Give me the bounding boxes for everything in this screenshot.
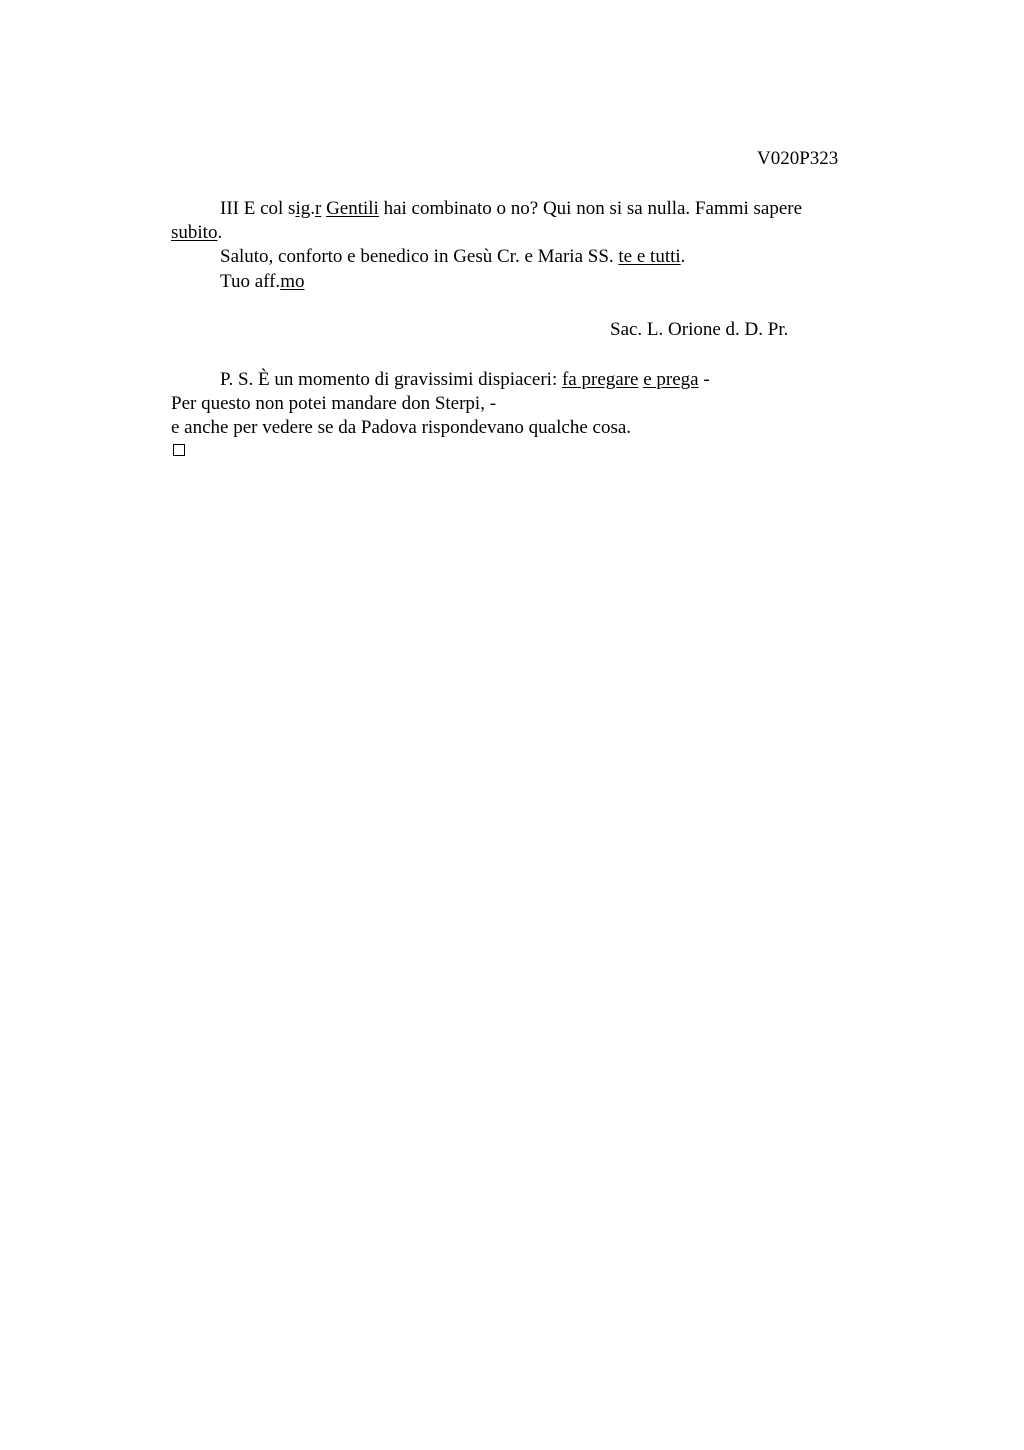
end-marker-box-icon bbox=[173, 444, 185, 456]
underlined-text: e prega bbox=[643, 369, 699, 390]
postscript-line-1 bbox=[220, 369, 710, 391]
text-run: Tuo aff. bbox=[220, 271, 281, 292]
text-run: . bbox=[310, 198, 315, 219]
text-run: . bbox=[217, 222, 223, 243]
underlined-text: mo bbox=[280, 271, 305, 292]
text-run: Saluto, conforto e benedico in Gesù Cr. e Maria SS. bbox=[220, 246, 619, 267]
underlined-text: te e tutti bbox=[618, 246, 681, 267]
greeting-line bbox=[220, 246, 685, 268]
underlined-name: Gentili bbox=[326, 198, 379, 219]
underlined-text: fa pregare bbox=[561, 369, 639, 390]
underlined-text: ig bbox=[295, 198, 311, 219]
text-run: hai combinato o no? Qui non si sa nulla. Fammi sapere bbox=[378, 198, 803, 219]
text-run: - bbox=[698, 369, 710, 390]
postscript-line-2: Per questo non potei mandare don Sterpi, - bbox=[171, 393, 497, 414]
text-run: . bbox=[680, 246, 686, 267]
paragraph-1-line-2 bbox=[171, 222, 222, 244]
underlined-text: subito bbox=[171, 222, 218, 243]
closing-line bbox=[220, 271, 304, 293]
text-run: III E col s bbox=[220, 198, 296, 219]
postscript-line-3: e anche per vedere se da Padova rispondevano qualche cosa. bbox=[171, 417, 632, 438]
reference-code: V020P323 bbox=[757, 148, 839, 169]
underlined-text: r bbox=[314, 198, 322, 219]
text-run: P. S. È un momento di gravissimi dispiaceri: bbox=[220, 369, 562, 390]
paragraph-1-line-1 bbox=[220, 198, 802, 220]
signature: Sac. L. Orione d. D. Pr. bbox=[610, 319, 789, 340]
